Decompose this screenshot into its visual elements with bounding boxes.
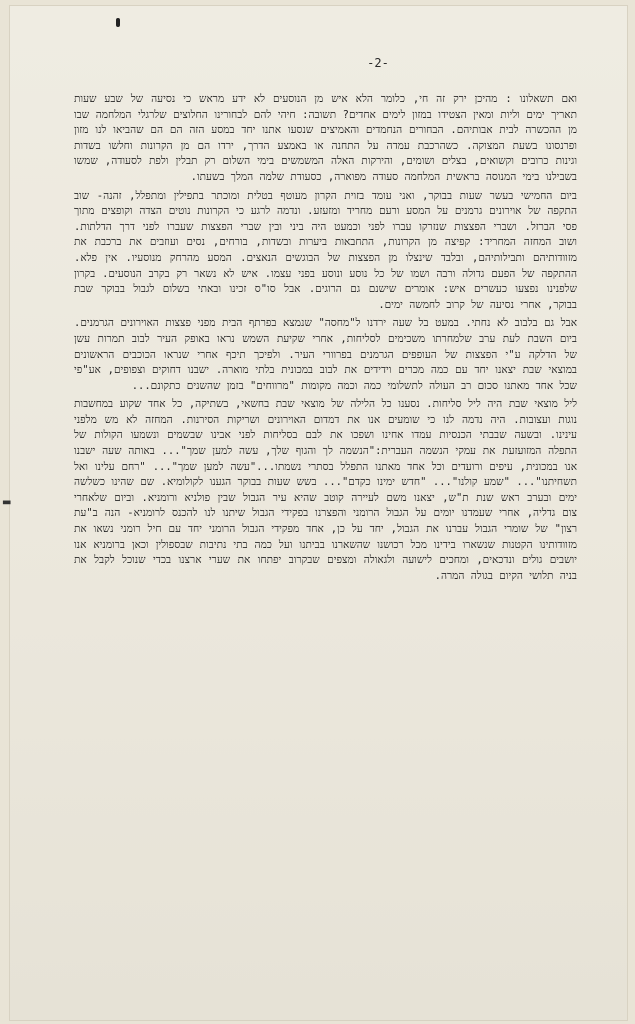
page-number: -2- bbox=[367, 56, 389, 70]
paragraph-3: אבל גם בלבוב לא נחתי. במעט בל שעה ירדנו ל"מחסה" שנמצא בפרתף הבית מפני פצצות האוירונים הגרמנים. ביום השבת לעת ערב שלמחרתו משכימים לסליחות, אחרי שקיעת השמש נראו באופק העיר לבוב תמרות עשן של הדלקה ע"י הפצצות של העופפים הגרמנים בפרוורי העיר. ולפיכך תיכף אחרי שנראו הכוכבים הראשונים במוצאי שבת יצאנו יחד עם כמה מכרים וידידים את לבוב במכונית בלתי מוארה. ישבנו דחוקים וצפופים, אע"פי שכל אחד מאתנו סכום רב העולה לתשלומי כמה וכמה מקומות "מרווחים" בזמן שהשנים כתקונם... bbox=[74, 317, 577, 392]
margin-arrow-mark: ▬ bbox=[2, 497, 12, 508]
paragraph-4: ליל מוצאי שבת היה ליל סליחות. נסענו כל הלילה של מוצאי שבת בחשאי, בשתיקה, כל אחד שקוע במחשבות נוגות ועצובות. היה נדמה לנו כי שומעים אנו את דמדום האוירונים ושריקות הסירנות. המחזה לא מש מלפני עינינו. ובשעה שבבתי הכנסיות עמדו אחינו ושפכו את לבם בסליחות לפני אבינו שבשמים ונשמעו הקולות של התפלה המזועזעת את עמקי הנשמה העברית:"הנשמה לך והגוף שלך, עשה למען שמך"... באותה שעה ישבנו אנו במכונית, עיפים ורועדים וכל אחד מאתנו התפלל בסתרי נשמתו..."עשה למען שמך"... "רחם עלינו ואל תשחיתנו"... "שמע קולנו"... "חדש ימינו כקדם"... בשש שעות בבוקר הגענו לקולומיא. שם שהינו כשלשה ימים ובערב ראש שנת ת"ש, יצאנו משם לעיירה קוטב שהיא עיר הגבול שבין פולניא ורומניא. וביום שלאחרי צום גדליה, אחרי שעמדנו יומים על הגבול הרומני והפצרנו בפקידי הגבול שיתנו לנו להכנס לרומניא- הנה ב"עת רצון" של שומרי הגבול עברנו את הגבול, יחד על כן, אחד מפקידי הגבול הרומני יחד עם חיל רומני נשאו את מזוודותינו הקטנות שנשארו בידינו מכל רכושנו שהשארנו בביתנו ועל כמה בתי נתיבות שבספולין וכאן ברומניא אנו יושבים גולים ונדכאים, ומחכים לישועה ולגאולה ומצפים שבקרוב יפתחו את שערי ארצנו בכדי שנוכל לקבל את בניה תלושי הקיום בגולה המרה. bbox=[74, 398, 577, 582]
punch-hole-mark bbox=[116, 18, 120, 27]
paragraph-1: ואם תשאלונו : מהיכן ירק זה חי, כלומר הלא איש מן הנוסעים לא ידע מראש כי נסיעה של שבע שעות תאריך ימים וליות ומאין הצטידו במזון לימים אחדים? תשובה: חיהי להם לבחורינו החלוצים שלרגלי המלחמה שבו מן ההכשרה לבית אבותיהם. הבחורים הנחמדים והאמיצים שנסעו אתנו יחד במסע הזה הם הם שהביאו לנו מזון ופרנסונו בשעת המצוקה. כשהרכבת עמדה על התחנה או באמצע הדרך, ירדו הם מן הקרונות וחלשו בשדות וגינות כרובים וקשואים, בצלים ושומים, והירקות האלה המשמשים בימי השלום רק תבלין ולפת לסעודה, שמשו בשבילנו בימי המנוסה בראשית המלחמה סעודה מפוארה, כסעודת שלמה המלך בשעתו. bbox=[74, 93, 577, 183]
document-page bbox=[10, 6, 627, 1020]
body-text bbox=[74, 92, 577, 587]
paragraph-2: ביום החמישי בעשר שעות בבוקר, ואני עומד בזוית הקרון מעוטף בטלית ומוכתר בתפילין ומתפלל, זהנה- שוב התקפה של אוירונים גרמנים על המסע ורעם מחריד ומזעזע. ונדמה לרגע כי הקרונות נוטים הצדה וקופצים מתוך פסי הברזל. ושברי הפצצות שנזרקו עברו לפני וכמעט היה ביני ובין שברי הפצצות שעברו לפני דרך הדלתות. ושוב המחזה המחריד: קפיצה מן הקרונות, התחבאות ביערות ובשדות, בורחים, נסים ועוזבים את ברכבת את מזוודותיהם ותבילותיהם, ובלבד שינצלו מן הפצצות של הבוגשים הנאצים. המסע מהרחק מנוסעיו. אין פלא. ההתקפה של הפעם גדולה ורבה ושמו של כל נוסע ונוסע בפני עצמו. איש לא נשאר רק בקרב הנוסעים. בקרון שלפנינו נפצעו כעשרים איש: אומרים שישנם גם הרוגים. אבל סו"ס זכינו ובאתי בשלום לגבול בבוקר שבת בבוקר, אחרי נסיעה של קרוב לחמשה ימים. bbox=[74, 189, 577, 311]
